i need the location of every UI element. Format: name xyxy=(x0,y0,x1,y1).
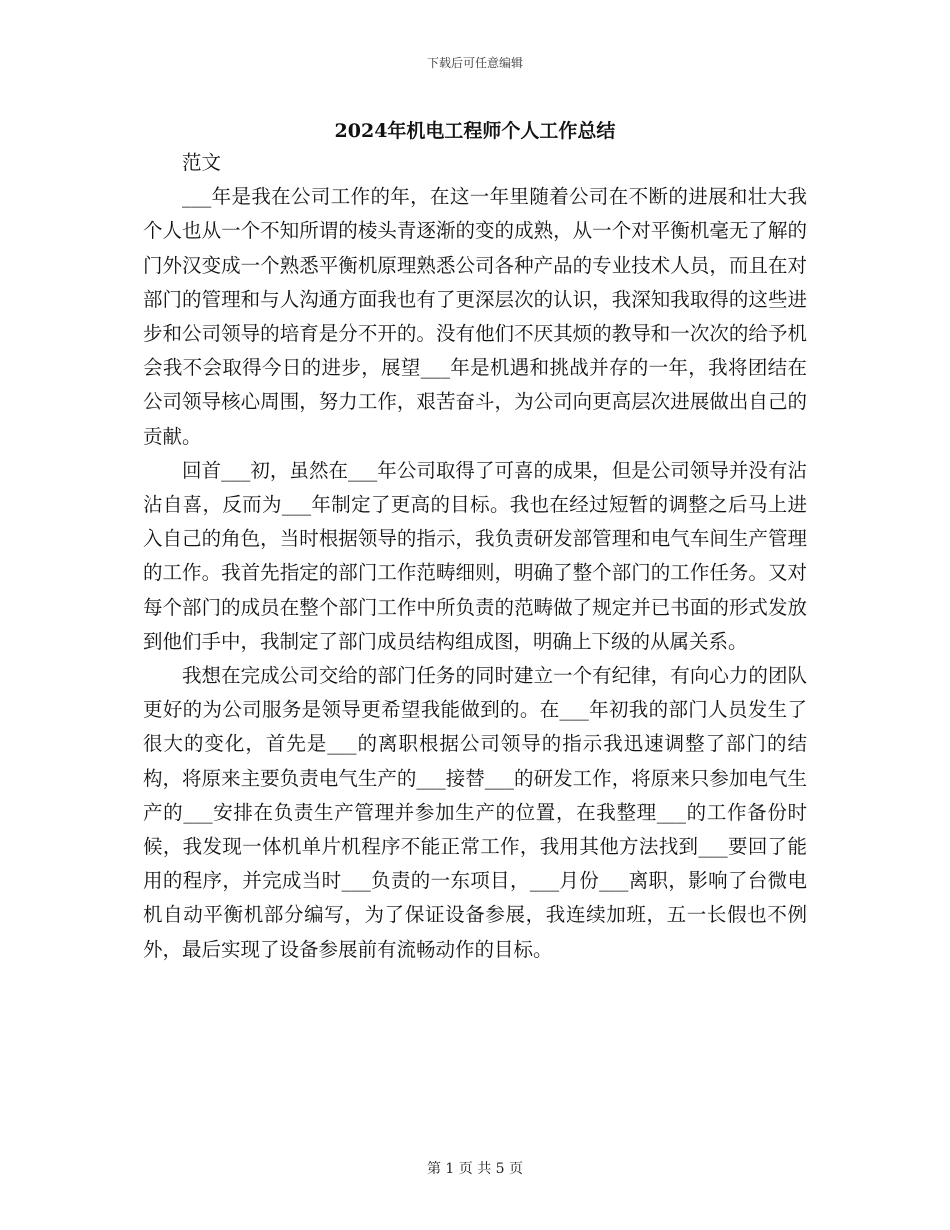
page-number-footer: 第 1 页 共 5 页 xyxy=(426,1161,524,1177)
paragraph-3: 我想在完成公司交给的部门任务的同时建立一个有纪律，有向心力的团队更好的为公司服务是领导更希望我能做到的。在___年初我的部门人员发生了很大的变化，首先是___的离职根据公司领导的指示我迅速调整了部门的结构，将原来主要负责电气生产的___接替___的研发工作，将原来只参加电气生产的___安排在负责生产管理并参加生产的位置，在我整理___的工作备份时候，我发现一体机单片机程序不能正常工作，我用其他方法找到___要回了能用的程序，并完成当时___负责的一东项目，___月份___离职，影响了台微电机自动平衡机部分编写，为了保证设备参展，我连续加班，五一长假也不例外，最后实现了设备参展前有流畅动作的目标。 xyxy=(143,664,807,961)
paragraph-1: ___年是我在公司工作的年，在这一年里随着公司在不断的进展和壮大我个人也从一个不知所谓的棱头青逐渐的变的成熟，从一个对平衡机毫无了解的门外汉变成一个熟悉平衡机原理熟悉公司各种产品的专业技术人员，而且在对部门的管理和与人沟通方面我也有了更深层次的认识，我深知我取得的这些进步和公司领导的培育是分不开的。没有他们不厌其烦的教导和一次次的给予机会我不会取得今日的进步，展望___年是机遇和挑战并存的一年，我将团结在公司领导核心周围，努力工作，艰苦奋斗，为公司向更高层次进展做出自己的贡献。 xyxy=(143,185,807,448)
document-body xyxy=(143,146,807,967)
header-note: 下载后可任意编辑 xyxy=(426,56,523,70)
paragraph-subtitle: 范文 xyxy=(182,151,222,174)
document-title: 2024年机电工程师个人工作总结 xyxy=(334,120,616,142)
paragraph-2: 回首___初，虽然在___年公司取得了可喜的成果，但是公司领导并没有沾沾自喜，反而为___年制定了更高的目标。我也在经过短暂的调整之后马上进入自己的角色，当时根据领导的指示，我负责研发部管理和电气车间生产管理的工作。我首先指定的部门工作范畴细则，明确了整个部门的工作任务。又对每个部门的成员在整个部门工作中所负责的范畴做了规定并已书面的形式发放到他们手中，我制定了部门成员结构组成图，明确上下级的从属关系。 xyxy=(143,458,807,653)
